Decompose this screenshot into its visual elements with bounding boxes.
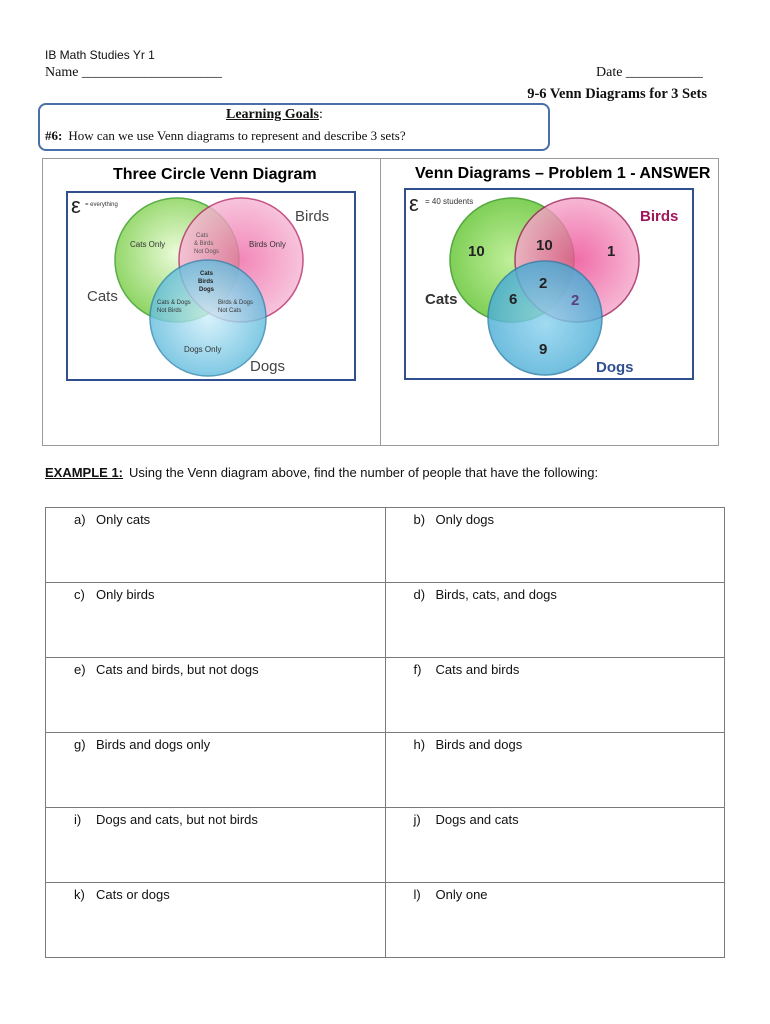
goal-question-text: How can we use Venn diagrams to represent and describe 3 sets? (68, 128, 406, 143)
question-text: Birds and dogs only (96, 737, 211, 752)
question-letter: f) (413, 662, 422, 677)
right-universe-symbol: ε (409, 191, 419, 216)
right-value-cats-birds: 10 (536, 237, 553, 254)
left-region-dogs-only: Dogs Only (184, 345, 222, 354)
question-text: Only one (435, 887, 488, 902)
date-field-label: Date ___________ (596, 65, 703, 80)
learning-goals-heading: Learning Goals: (226, 107, 323, 122)
right-value-cats-only: 10 (468, 243, 485, 260)
answer-cell-j[interactable] (385, 808, 725, 883)
question-text: Dogs and cats (435, 812, 519, 827)
learning-goal-question (45, 128, 406, 144)
answer-cell-k[interactable] (46, 883, 386, 958)
right-birds-label: Birds (640, 208, 679, 225)
question-letter: e) (74, 662, 86, 677)
answer-cell-g[interactable] (46, 733, 386, 808)
answer-cell-l[interactable] (385, 883, 725, 958)
answer-cell-e[interactable] (46, 658, 386, 733)
example-instructions (45, 465, 598, 480)
left-region-birds-dogs-2: Not Cats (218, 308, 242, 314)
question-letter: g) (74, 737, 86, 752)
question-letter: i) (74, 812, 82, 827)
problem-1-answer-venn-diagram (381, 159, 718, 445)
left-dogs-circle (150, 260, 266, 376)
left-region-birds-only: Birds Only (249, 240, 286, 249)
left-region-all-3: Dogs (199, 287, 214, 293)
right-universe-label: = 40 students (425, 197, 474, 206)
table-row (46, 808, 725, 883)
question-text: Birds, cats, and dogs (435, 587, 557, 602)
question-letter: a) (74, 512, 86, 527)
right-value-dogs-only: 9 (539, 341, 548, 358)
question-text: Cats and birds, but not dogs (96, 662, 259, 677)
table-row (46, 733, 725, 808)
question-text: Birds and dogs (435, 737, 523, 752)
question-letter: c) (74, 587, 85, 602)
table-row (46, 508, 725, 583)
question-letter: d) (413, 587, 426, 602)
question-letter: j) (413, 812, 421, 827)
question-letter: b) (413, 512, 426, 527)
left-birds-label: Birds (295, 208, 330, 225)
answer-cell-i[interactable] (46, 808, 386, 883)
question-text: Cats or dogs (96, 887, 170, 902)
left-venn-title: Three Circle Venn Diagram (113, 166, 317, 183)
left-region-cats-dogs-1: Cats & Dogs (157, 300, 191, 306)
question-letter: k) (74, 887, 85, 902)
right-cats-label: Cats (425, 291, 458, 308)
answer-cell-b[interactable] (385, 508, 725, 583)
question-letter: h) (413, 737, 426, 752)
question-letter: l) (413, 887, 421, 902)
left-region-all-2: Birds (198, 279, 214, 285)
three-circle-venn-diagram (43, 159, 379, 445)
left-universe-symbol: ε (71, 193, 81, 218)
name-field-label: Name ____________________ (45, 65, 222, 80)
left-dogs-label: Dogs (250, 358, 286, 375)
left-region-cats-birds-2: & Birds (194, 241, 214, 247)
right-value-birds-dogs: 2 (571, 292, 580, 309)
question-text: Only birds (96, 587, 155, 602)
table-row (46, 583, 725, 658)
course-label: IB Math Studies Yr 1 (45, 48, 155, 62)
table-row (46, 658, 725, 733)
left-region-cats-birds-3: Not Dogs (194, 249, 220, 255)
left-region-cats-birds-1: Cats (196, 233, 209, 239)
learning-goals-heading-text: Learning Goals (226, 107, 319, 122)
questions-table (45, 507, 725, 958)
example-label: EXAMPLE 1: (45, 465, 124, 480)
left-region-cats-dogs-2: Not Birds (157, 308, 182, 314)
example-text: Using the Venn diagram above, find the number of people that have the following: (129, 465, 599, 480)
answer-cell-h[interactable] (385, 733, 725, 808)
answer-cell-f[interactable] (385, 658, 725, 733)
question-text: Dogs and cats, but not birds (96, 812, 258, 827)
answer-cell-a[interactable] (46, 508, 386, 583)
question-text: Only dogs (435, 512, 495, 527)
right-value-all: 2 (539, 275, 548, 292)
question-text: Cats and birds (435, 662, 520, 677)
left-cats-label: Cats (87, 288, 118, 305)
answer-cell-d[interactable] (385, 583, 725, 658)
right-dogs-label: Dogs (596, 359, 634, 376)
table-row (46, 883, 725, 958)
answer-cell-c[interactable] (46, 583, 386, 658)
right-value-birds-only: 1 (607, 243, 616, 260)
right-value-cats-dogs: 6 (509, 291, 518, 308)
page-title: 9-6 Venn Diagrams for 3 Sets (527, 86, 707, 102)
left-region-cats-only: Cats Only (130, 240, 166, 249)
right-venn-title: Venn Diagrams – Problem 1 - ANSWER (415, 165, 711, 182)
left-universe-label: = everything (85, 202, 118, 208)
question-text: Only cats (96, 512, 151, 527)
goal-number: #6: (45, 128, 63, 143)
left-region-all-1: Cats (200, 271, 214, 277)
left-region-birds-dogs-1: Birds & Dogs (218, 300, 254, 306)
